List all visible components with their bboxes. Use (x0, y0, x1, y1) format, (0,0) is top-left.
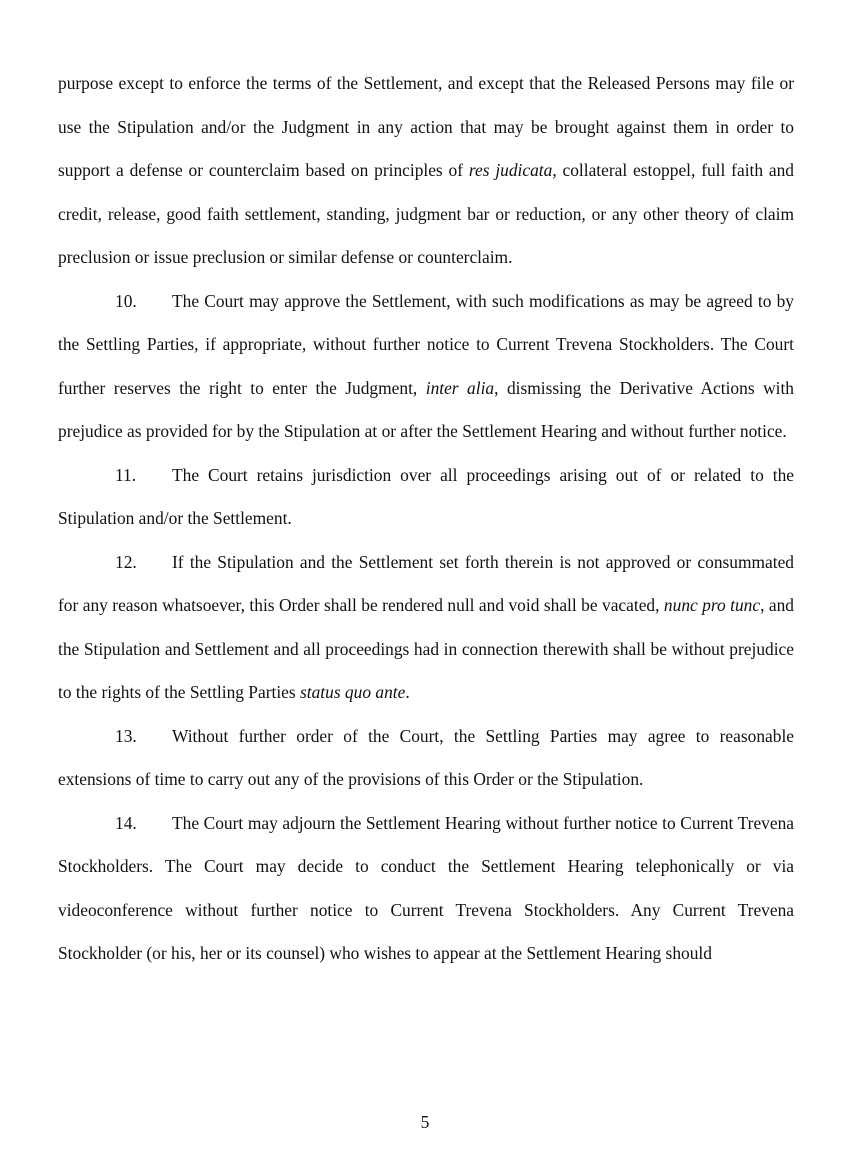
paragraph-text: , collateral estoppel, full faith and credit, release, good faith settlement, standing, judgment bar or reduction, or any other theory of claim preclusion or issue preclusion or similar defense or counterclaim. (58, 160, 794, 267)
italic-term-inter-alia: inter alia (425, 377, 495, 398)
document-page (58, 62, 794, 976)
paragraph-12 (58, 541, 794, 715)
paragraph-text: The Court retains jurisdiction over all proceedings arising out of or related to the Stipulation and/or the Settlement. (58, 464, 794, 528)
paragraph-number: 14. (115, 812, 137, 833)
paragraph-number: 10. (115, 290, 137, 311)
paragraph-text: , and the Stipulation and Settlement and all proceedings had in connection therewith shall be without prejudice to the rights of the Settling Parties (58, 595, 795, 702)
paragraph-10 (58, 280, 794, 454)
italic-term-nunc-pro-tunc: nunc pro tunc (663, 595, 761, 615)
paragraph-13 (58, 715, 794, 802)
paragraph-11 (58, 454, 794, 541)
paragraph-number: 12. (115, 551, 137, 572)
paragraph-number: 11. (115, 464, 137, 485)
italic-term-res-judicata: res judicata (468, 160, 553, 180)
paragraph-text: purpose except to enforce the terms of the Settlement, and except that the Released Persons may file or use the Stipulation and/or the Judgment in any action that may be brought against them in order to support a defense or counterclaim based on principles of (58, 73, 794, 180)
paragraph-text: The Court may approve the Settlement, with such modifications as may be agreed to by the Settling Parties, if appropriate, without further notice to Current Trevena Stockholders. The Court further reserves the right to enter the Judgment, (58, 290, 794, 398)
page-number: 5 (420, 1112, 430, 1132)
paragraph-number: 13. (115, 725, 137, 746)
paragraph-text: If the Stipulation and the Settlement set forth therein is not approved or consummated for any reason whatsoever, this Order shall be rendered null and void shall be vacated, (58, 551, 794, 615)
paragraph-text: The Court may adjourn the Settlement Hearing without further notice to Current Trevena Stockholders. The Court may decide to conduct the Settlement Hearing telephonically or via videoconference without further notice to Current Trevena Stockholders. Any Current Trevena Stockholder (or his, her or its counsel) who wishes to appear at the Settlement Hearing should (58, 812, 794, 963)
paragraph-continued (58, 62, 794, 280)
paragraph-text: Without further order of the Court, the Settling Parties may agree to reasonable extensions of time to carry out any of the provisions of this Order or the Stipulation. (58, 725, 794, 789)
paragraph-text: , dismissing the Derivative Actions with prejudice as provided for by the Stipulation at or after the Settlement Hearing and without further notice. (58, 377, 794, 441)
italic-term-status-quo-ante: status quo ante (300, 682, 406, 702)
paragraph-text: . (405, 682, 410, 702)
paragraph-14 (58, 802, 794, 976)
